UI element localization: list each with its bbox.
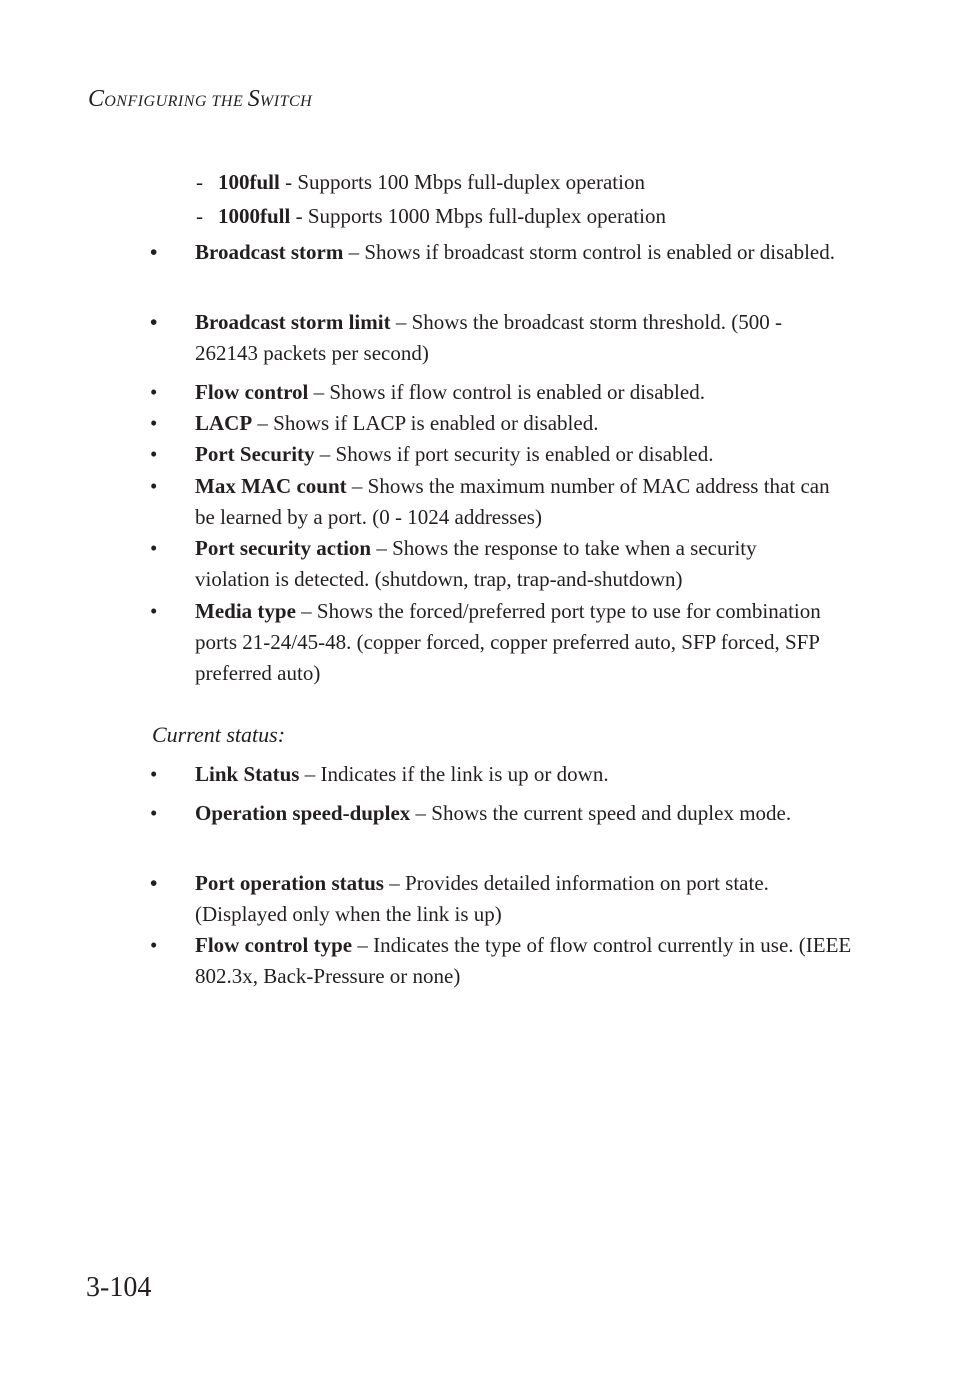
- running-head-rest-2: WITCH: [259, 93, 313, 110]
- sub-item-1000full: [196, 204, 666, 228]
- list-item-lacp: [150, 408, 860, 439]
- list-item-term: Port operation status: [195, 871, 384, 895]
- bullet-marker: •: [150, 310, 158, 334]
- list-item-flow-control-type: [150, 930, 860, 992]
- list-item-term: LACP: [195, 411, 253, 435]
- list-item-term: Flow control: [195, 380, 309, 404]
- list-item-term: Broadcast storm limit: [195, 310, 391, 334]
- bullet-marker: •: [150, 871, 158, 895]
- list-item-operation-speed-duplex: [150, 798, 860, 829]
- list-item-term: Media type: [195, 599, 296, 623]
- list-item-link-status: [150, 759, 860, 790]
- list-item-text: – Shows the broadcast storm threshold. (500 - 262143 packets per second): [195, 310, 782, 365]
- list-item-text: – Shows if flow control is enabled or disabled.: [308, 380, 705, 404]
- list-item-text: – Shows the maximum number of MAC address that can be learned by a port. (0 - 1024 addresses): [195, 474, 830, 529]
- bullet-marker: •: [150, 240, 158, 264]
- running-head-initial-1: C: [88, 86, 105, 112]
- list-item-text: – Indicates the type of flow control currently in use. (IEEE 802.3x, Back-Pressure or none): [195, 933, 852, 988]
- list-item-port-security-action: [150, 533, 860, 595]
- list-item-broadcast-storm: [150, 237, 860, 268]
- sub-item-text: - Supports 100 Mbps full-duplex operation: [279, 170, 645, 194]
- running-head: [88, 86, 312, 113]
- list-item-term: Max MAC count: [195, 474, 347, 498]
- list-item-broadcast-storm-limit: [150, 307, 860, 369]
- bullet-marker: •: [150, 474, 158, 498]
- list-item-max-mac-count: [150, 471, 860, 533]
- list-item-text: – Provides detailed information on port state. (Displayed only when the link is up): [195, 871, 769, 926]
- bullet-marker: •: [150, 442, 158, 466]
- bullet-marker: •: [150, 536, 158, 560]
- list-item-text: – Indicates if the link is up or down.: [299, 762, 609, 786]
- dash-marker: -: [196, 204, 203, 228]
- list-item-flow-control: [150, 377, 860, 408]
- list-item-term: Operation speed-duplex: [195, 801, 411, 825]
- sub-item-term: 1000full: [218, 204, 291, 228]
- list-item-term: Link Status: [195, 762, 300, 786]
- list-item-port-operation-status: [150, 868, 860, 930]
- sub-item-term: 100full: [218, 170, 280, 194]
- list-item-text: – Shows the forced/preferred port type to use for combination ports 21-24/45-48. (copper forced, copper preferred auto, SFP forced, SFP preferred auto): [195, 599, 821, 685]
- sub-item-100full: [196, 170, 645, 194]
- list-item-text: – Shows if port security is enabled or disabled.: [314, 442, 714, 466]
- page-number: 3-104: [86, 1272, 152, 1303]
- list-item-port-security: [150, 439, 860, 470]
- dash-marker: -: [196, 170, 203, 194]
- list-item-text: – Shows if broadcast storm control is enabled or disabled.: [343, 240, 835, 264]
- bullet-marker: •: [150, 599, 158, 623]
- list-item-term: Port security action: [195, 536, 372, 560]
- bullet-marker: •: [150, 411, 158, 435]
- list-item-term: Port Security: [195, 442, 315, 466]
- list-item-media-type: [150, 596, 860, 689]
- bullet-marker: •: [150, 762, 158, 786]
- sub-item-text: - Supports 1000 Mbps full-duplex operation: [290, 204, 666, 228]
- running-head-rest-1: ONFIGURING THE: [104, 93, 248, 110]
- list-item-text: – Shows if LACP is enabled or disabled.: [252, 411, 599, 435]
- list-item-text: – Shows the current speed and duplex mode.: [410, 801, 792, 825]
- list-item-term: Broadcast storm: [195, 240, 344, 264]
- bullet-marker: •: [150, 801, 158, 825]
- list-item-term: Flow control type: [195, 933, 353, 957]
- bullet-marker: •: [150, 380, 158, 404]
- bullet-marker: •: [150, 933, 158, 957]
- current-status-heading: Current status:: [152, 722, 286, 747]
- running-head-initial-2: S: [247, 86, 260, 112]
- list-item-text: – Shows the response to take when a security violation is detected. (shutdown, trap, trap-and-shutdown): [195, 536, 757, 591]
